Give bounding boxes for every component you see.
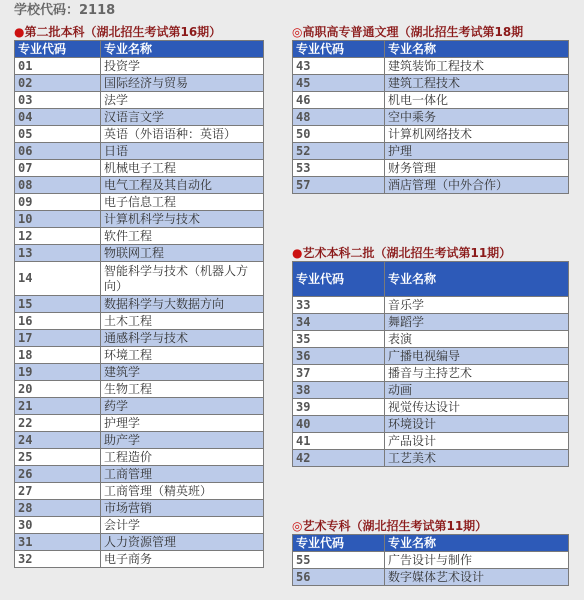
- major-code: 10: [15, 211, 101, 228]
- table-row: [293, 552, 569, 569]
- major-name: 工商管理: [101, 466, 264, 483]
- table-row: [15, 364, 264, 381]
- major-code: 02: [15, 75, 101, 92]
- major-code: 37: [293, 365, 385, 382]
- major-code: 32: [15, 551, 101, 568]
- header-major-name: 专业名称: [385, 535, 569, 552]
- major-name: 广播电视编导: [385, 348, 569, 365]
- table-row: [15, 398, 264, 415]
- major-name: 护理: [385, 143, 569, 160]
- major-name: 药学: [101, 398, 264, 415]
- major-name: 表演: [385, 331, 569, 348]
- major-name: 产品设计: [385, 433, 569, 450]
- school-code-label: 学校代码：2118: [14, 3, 116, 18]
- table-row: [15, 58, 264, 75]
- major-name: 人力资源管理: [101, 534, 264, 551]
- major-code: 40: [293, 416, 385, 433]
- major-name: 广告设计与制作: [385, 552, 569, 569]
- bullet-icon: ●: [14, 25, 25, 39]
- table-row: [293, 126, 569, 143]
- major-name: 音乐学: [385, 297, 569, 314]
- major-code: 08: [15, 177, 101, 194]
- table-row: [15, 551, 264, 568]
- major-code: 43: [293, 58, 385, 75]
- major-name: 机电一体化: [385, 92, 569, 109]
- major-code: 05: [15, 126, 101, 143]
- table-row: [293, 569, 569, 586]
- section-title-text: 高职高专普通文理（湖北招生考试第18期: [302, 25, 524, 39]
- major-code: 06: [15, 143, 101, 160]
- section-title-text: 第二批本科（湖北招生考试第16期）: [24, 25, 222, 39]
- table-row: [293, 314, 569, 331]
- table-row: [15, 211, 264, 228]
- table-row: [15, 466, 264, 483]
- table-header-row: [293, 262, 569, 297]
- section-title: [292, 518, 569, 534]
- table-row: [293, 109, 569, 126]
- major-name: 机械电子工程: [101, 160, 264, 177]
- table-row: [15, 143, 264, 160]
- major-name: 物联网工程: [101, 245, 264, 262]
- major-code: 27: [15, 483, 101, 500]
- major-name: 数字媒体艺术设计: [385, 569, 569, 586]
- table-row: [293, 143, 569, 160]
- major-name: 英语（外语语种：英语）: [101, 126, 264, 143]
- major-code: 09: [15, 194, 101, 211]
- major-code: 21: [15, 398, 101, 415]
- major-code: 46: [293, 92, 385, 109]
- major-name: 环境设计: [385, 416, 569, 433]
- table-row: [293, 416, 569, 433]
- major-name: 视觉传达设计: [385, 399, 569, 416]
- table-row: [15, 449, 264, 466]
- major-name: 工艺美术: [385, 450, 569, 467]
- major-code: 22: [15, 415, 101, 432]
- major-name: 环境工程: [101, 347, 264, 364]
- major-name: 舞蹈学: [385, 314, 569, 331]
- major-code: 39: [293, 399, 385, 416]
- section-title-text: 艺术本科二批（湖北招生考试第11期）: [302, 246, 512, 260]
- section-art-undergrad: [292, 245, 569, 467]
- table-row: [15, 415, 264, 432]
- major-name: 酒店管理（中外合作）: [385, 177, 569, 194]
- major-code: 30: [15, 517, 101, 534]
- section-title-text: 艺术专科（湖北招生考试第11期）: [302, 519, 488, 533]
- major-name: 计算机网络技术: [385, 126, 569, 143]
- table-row: [15, 228, 264, 245]
- major-name: 电子信息工程: [101, 194, 264, 211]
- major-name: 护理学: [101, 415, 264, 432]
- table-row: [15, 160, 264, 177]
- major-name: 数据科学与大数据方向: [101, 296, 264, 313]
- table-row: [293, 58, 569, 75]
- table-row: [15, 432, 264, 449]
- header-major-name: 专业名称: [385, 262, 569, 297]
- table-row: [293, 382, 569, 399]
- major-name: 财务管理: [385, 160, 569, 177]
- table-row: [293, 331, 569, 348]
- table-row: [293, 348, 569, 365]
- bullet-icon: ●: [292, 246, 303, 260]
- table-row: [15, 262, 264, 296]
- major-name: 动画: [385, 382, 569, 399]
- major-code: 13: [15, 245, 101, 262]
- major-code: 55: [293, 552, 385, 569]
- major-name: 软件工程: [101, 228, 264, 245]
- major-code: 52: [293, 143, 385, 160]
- major-name: 会计学: [101, 517, 264, 534]
- major-code: 35: [293, 331, 385, 348]
- major-table: [14, 40, 264, 568]
- table-row: [15, 75, 264, 92]
- header-major-code: 专业代码: [293, 535, 385, 552]
- table-row: [15, 517, 264, 534]
- major-code: 18: [15, 347, 101, 364]
- table-row: [15, 483, 264, 500]
- major-code: 36: [293, 348, 385, 365]
- table-row: [15, 381, 264, 398]
- major-code: 56: [293, 569, 385, 586]
- major-name: 播音与主持艺术: [385, 365, 569, 382]
- table-row: [293, 177, 569, 194]
- major-name: 计算机科学与技术: [101, 211, 264, 228]
- major-code: 45: [293, 75, 385, 92]
- table-row: [293, 450, 569, 467]
- major-code: 15: [15, 296, 101, 313]
- major-name: 电气工程及其自动化: [101, 177, 264, 194]
- major-code: 38: [293, 382, 385, 399]
- major-name: 国际经济与贸易: [101, 75, 264, 92]
- major-code: 41: [293, 433, 385, 450]
- section-title: [292, 24, 569, 40]
- major-name: 建筑装饰工程技术: [385, 58, 569, 75]
- table-row: [15, 126, 264, 143]
- section-title: [14, 24, 264, 40]
- major-code: 03: [15, 92, 101, 109]
- major-name: 投资学: [101, 58, 264, 75]
- table-row: [15, 194, 264, 211]
- major-name: 空中乘务: [385, 109, 569, 126]
- major-name: 建筑工程技术: [385, 75, 569, 92]
- table-row: [15, 500, 264, 517]
- major-code: 50: [293, 126, 385, 143]
- major-code: 12: [15, 228, 101, 245]
- major-name: 助产学: [101, 432, 264, 449]
- table-header-row: [293, 41, 569, 58]
- table-row: [15, 534, 264, 551]
- table-row: [15, 245, 264, 262]
- table-header-row: [15, 41, 264, 58]
- major-table: [292, 534, 569, 586]
- major-name: 建筑学: [101, 364, 264, 381]
- major-name: 法学: [101, 92, 264, 109]
- table-row: [293, 297, 569, 314]
- major-code: 25: [15, 449, 101, 466]
- section-art-vocational: [292, 518, 569, 586]
- table-row: [15, 109, 264, 126]
- table-row: [15, 296, 264, 313]
- table-row: [293, 160, 569, 177]
- bullet-icon: ◎: [292, 25, 303, 39]
- table-row: [293, 433, 569, 450]
- table-row: [15, 330, 264, 347]
- major-code: 19: [15, 364, 101, 381]
- major-name: 土木工程: [101, 313, 264, 330]
- major-code: 07: [15, 160, 101, 177]
- major-code: 16: [15, 313, 101, 330]
- table-row: [293, 365, 569, 382]
- section-vocational-general: [292, 24, 569, 194]
- major-name: 市场营销: [101, 500, 264, 517]
- major-name: 生物工程: [101, 381, 264, 398]
- table-header-row: [293, 535, 569, 552]
- section-title: [292, 245, 569, 261]
- major-code: 42: [293, 450, 385, 467]
- major-name: 汉语言文学: [101, 109, 264, 126]
- table-row: [15, 177, 264, 194]
- major-code: 31: [15, 534, 101, 551]
- major-code: 48: [293, 109, 385, 126]
- table-row: [293, 92, 569, 109]
- table-row: [15, 92, 264, 109]
- major-code: 14: [15, 262, 101, 296]
- major-name: 通感科学与技术: [101, 330, 264, 347]
- header-major-code: 专业代码: [15, 41, 101, 58]
- major-name: 工商管理（精英班）: [101, 483, 264, 500]
- major-name: 工程造价: [101, 449, 264, 466]
- major-table: [292, 261, 569, 467]
- header-major-name: 专业名称: [385, 41, 569, 58]
- major-code: 57: [293, 177, 385, 194]
- major-name: 日语: [101, 143, 264, 160]
- section-undergrad-batch2: [14, 24, 264, 568]
- major-code: 04: [15, 109, 101, 126]
- major-code: 24: [15, 432, 101, 449]
- table-row: [293, 399, 569, 416]
- major-table: [292, 40, 569, 194]
- major-code: 34: [293, 314, 385, 331]
- major-name: 电子商务: [101, 551, 264, 568]
- major-code: 17: [15, 330, 101, 347]
- header-major-name: 专业名称: [101, 41, 264, 58]
- major-code: 28: [15, 500, 101, 517]
- major-code: 33: [293, 297, 385, 314]
- major-code: 20: [15, 381, 101, 398]
- header-major-code: 专业代码: [293, 41, 385, 58]
- table-row: [293, 75, 569, 92]
- major-name: 智能科学与技术（机器人方向）: [101, 262, 264, 296]
- table-row: [15, 313, 264, 330]
- major-code: 26: [15, 466, 101, 483]
- table-row: [15, 347, 264, 364]
- major-code: 01: [15, 58, 101, 75]
- bullet-icon: ◎: [292, 519, 303, 533]
- header-major-code: 专业代码: [293, 262, 385, 297]
- major-code: 53: [293, 160, 385, 177]
